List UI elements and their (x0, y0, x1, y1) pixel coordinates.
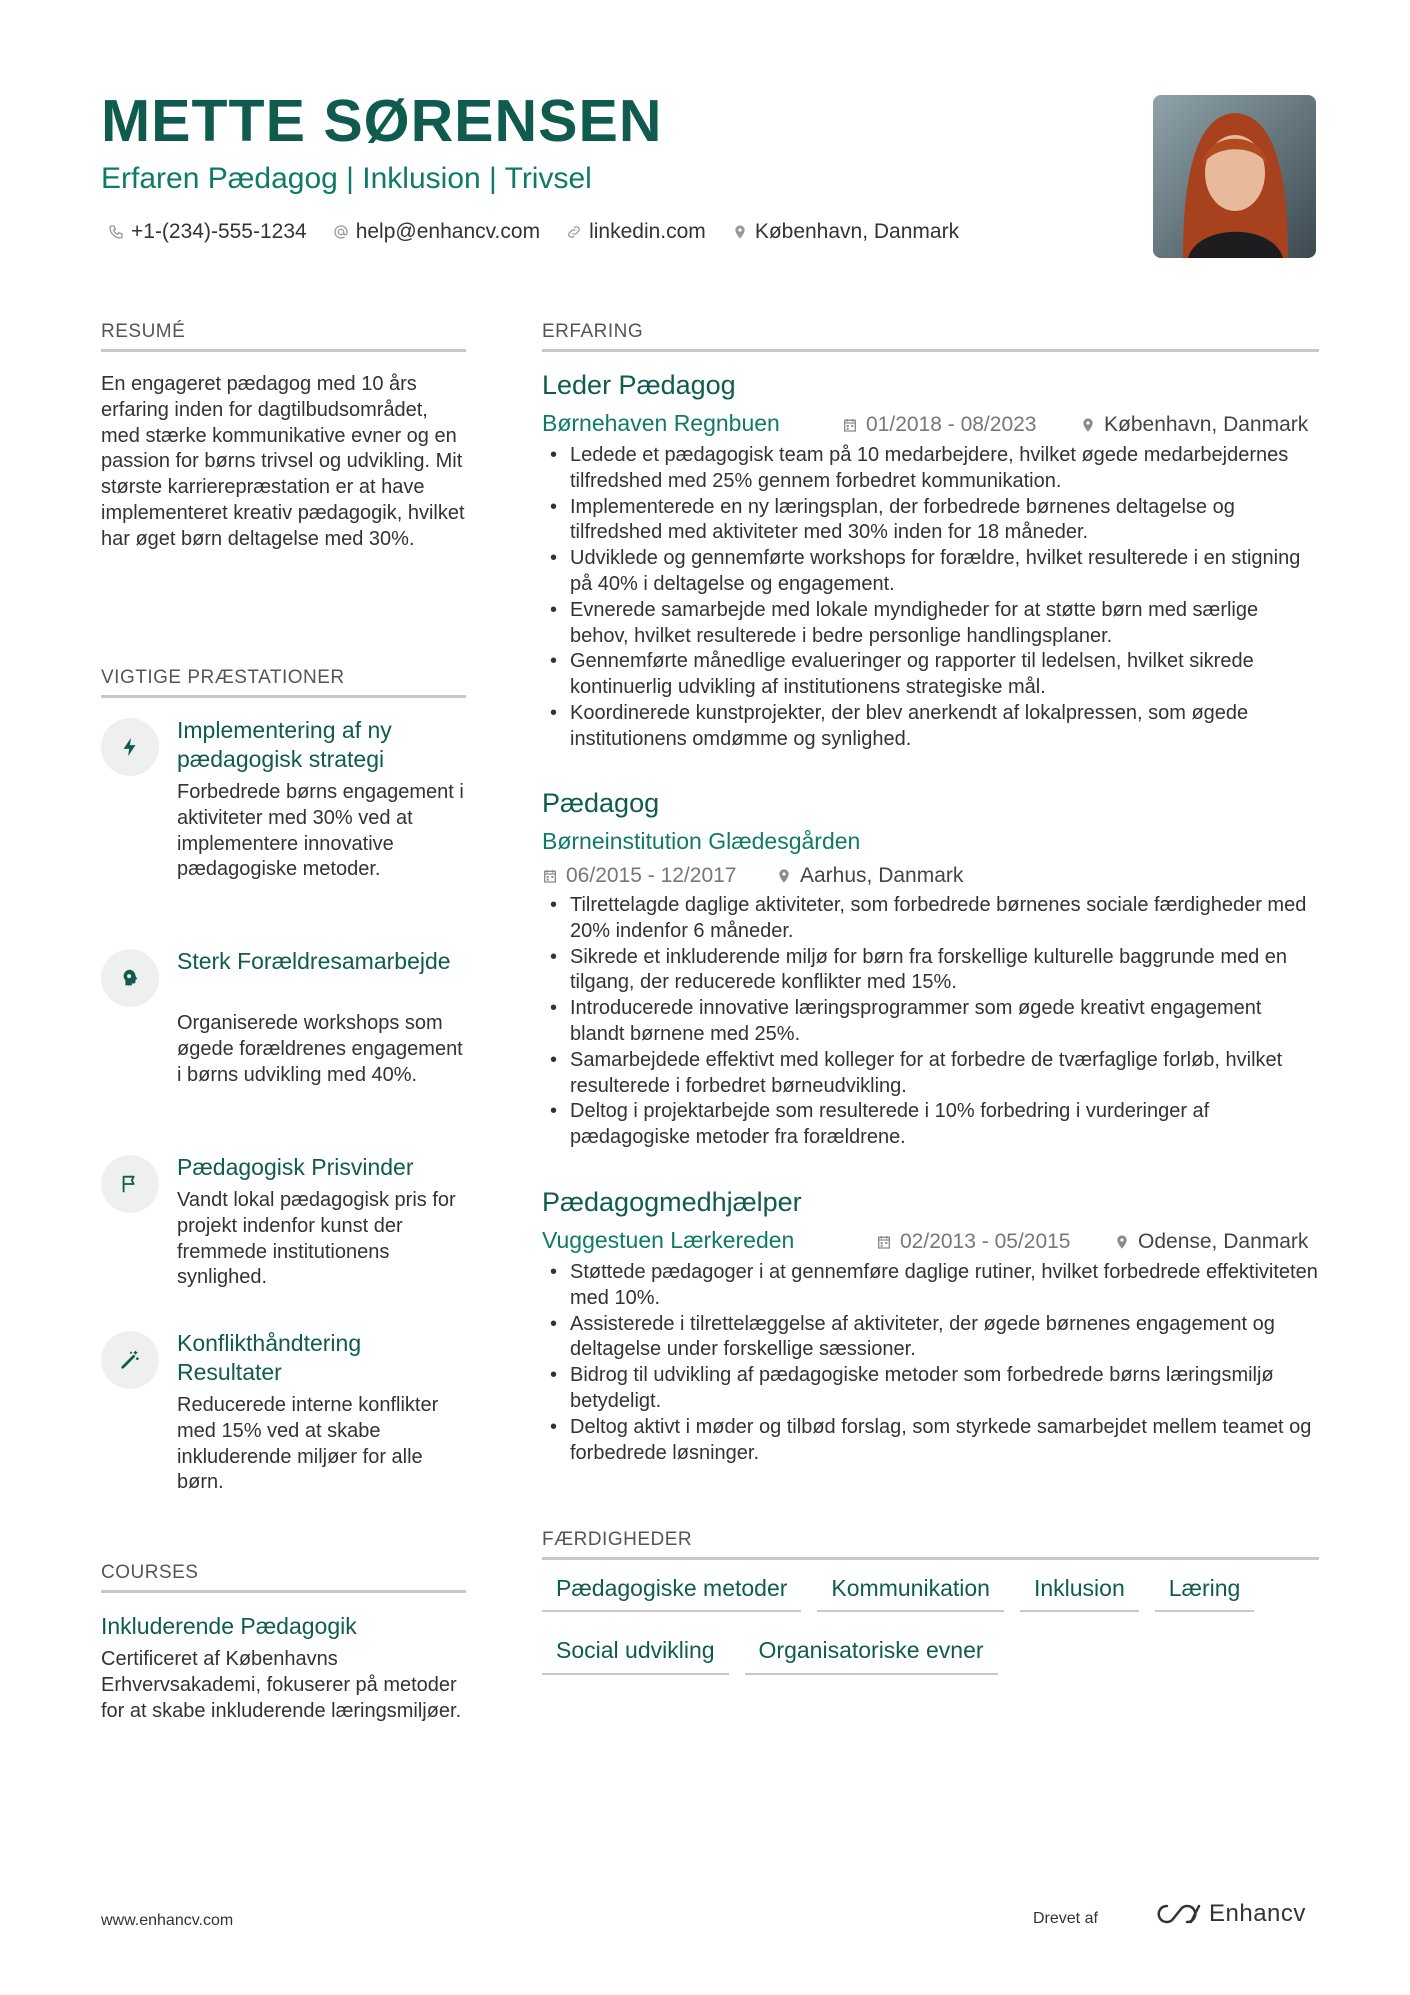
list-item: • Bidrog til udvikling af pædagogiske metoder som forbedrede børns læringsmiljø betydeligt. (550, 1363, 1320, 1415)
calendar-icon (842, 417, 858, 433)
calendar-icon (542, 868, 558, 884)
flag-icon (101, 1155, 159, 1213)
job-location-text: Aarhus, Danmark (800, 864, 964, 887)
course-desc: Certificeret af Københavns Erhvervsakademi, fokuserer på metoder for at skabe inkluderende læringsmiljøer. (101, 1648, 462, 1722)
phone-icon (108, 224, 124, 240)
job-location (1080, 414, 1308, 435)
achievement-title: Sterk Forældresamarbejde (177, 948, 451, 974)
contact-phone-text: +1-(234)-555-1234 (131, 220, 307, 243)
candidate-headline: Erfaren Pædagog | Inklusion | Trivsel (101, 162, 592, 195)
job-company: Børneinstitution Glædesgården (542, 828, 861, 854)
job-title: Pædagogmedhjælper (542, 1187, 802, 1217)
skill-tag: Læring (1155, 1572, 1255, 1612)
experience-heading: ERFARING (542, 321, 1319, 352)
courses-heading: COURSES (101, 1562, 466, 1593)
achievement-title: Pædagogisk Prisvinder (177, 1154, 414, 1180)
at-icon (333, 224, 349, 240)
profile-photo (1153, 95, 1316, 258)
achievement-desc: Vandt lokal pædagogisk pris for projekt indenfor kunst der fremmede institutionens synlighed. (177, 1189, 456, 1289)
contact-phone[interactable] (108, 220, 307, 244)
location-pin-icon (776, 868, 792, 884)
job-title: Pædagog (542, 788, 660, 818)
list-item: • Samarbejdede effektivt med kolleger for at forbedre de tværfaglige forløb, hvilket resulterede i forbedret børneudvikling. (550, 1048, 1320, 1100)
skill-tag: Organisatoriske evner (745, 1634, 998, 1674)
list-item: • Deltog aktivt i møder og tilbød forslag, som styrkede samarbejdet mellem teamet og forbedrede løsninger. (550, 1415, 1320, 1467)
enhancv-logo[interactable] (1153, 1900, 1306, 1928)
location-pin-icon (732, 224, 748, 240)
job-company: Børnehaven Regnbuen (542, 410, 780, 436)
list-item: • Introducerede innovative læringsprogrammer som øgede kreativt engagement blandt børnene med 25%. (550, 996, 1320, 1048)
contact-bar (108, 220, 959, 244)
lightning-icon (101, 718, 159, 776)
achievement-desc: Forbedrede børns engagement i aktiviteter med 30% ved at implementere innovative pædagogiske metoder. (177, 781, 464, 881)
achievement-title: Konflikthåndtering Resultater (177, 1330, 362, 1385)
job-bullets (550, 893, 1320, 1151)
calendar-icon (876, 1234, 892, 1250)
resume-text: En engageret pædagog med 10 års erfaring inden for dagtilbudsområdet, med stærke kommunikative evner og en passion for børns trivsel og udvikling. Mit største karrierepræstation er at have implementeret kreativ pædagogik, hvilket har øget børn deltagelse med 30%. (101, 373, 465, 550)
list-item: • Støttede pædagoger i at gennemføre daglige rutiner, hvilket forbedrede effektiviteten med 10%. (550, 1260, 1320, 1312)
job-title: Leder Pædagog (542, 370, 736, 400)
course-item (101, 1612, 466, 1724)
magic-wand-icon (101, 1331, 159, 1389)
candidate-name: METTE SØRENSEN (101, 88, 663, 154)
job-location-text: København, Danmark (1104, 413, 1309, 436)
link-icon (566, 224, 582, 240)
job-location (1114, 1231, 1308, 1252)
job-bullets (550, 443, 1320, 753)
contact-email[interactable] (333, 220, 540, 244)
enhancv-logo-icon (1153, 1902, 1201, 1926)
job-dates (876, 1231, 1070, 1252)
list-item: • Implementerede en ny læringsplan, der forbedrede børnenes deltagelse og tilfredshed med aktiviteter med 30% inden for 18 måneder. (550, 495, 1320, 547)
skills-heading: FÆRDIGHEDER (542, 1529, 1319, 1560)
job-dates-text: 02/2013 - 05/2015 (900, 1230, 1071, 1253)
contact-linkedin-text: linkedin.com (589, 220, 706, 243)
list-item: • Koordinerede kunstprojekter, der blev anerkendt af lokalpressen, som øgede institutionens omdømme og synlighed. (550, 701, 1320, 753)
list-item: • Assisterede i tilrettelæggelse af aktiviteter, der øgede børnenes engagement og deltagelse under forskellige sæssioner. (550, 1312, 1320, 1364)
location-pin-icon (1080, 417, 1096, 433)
job-bullets (550, 1260, 1320, 1466)
skill-tag: Pædagogiske metoder (542, 1572, 801, 1612)
contact-location (732, 220, 959, 244)
skill-tag: Inklusion (1020, 1572, 1139, 1612)
list-item: • Evnerede samarbejde med lokale myndigheder for at støtte børn med særlige behov, hvilket resulterede i bedre personlige handlingsplaner. (550, 598, 1320, 650)
list-item: • Gennemførte månedlige evalueringer og rapporter til ledelsen, hvilket sikrede kontinuerlig udvikling af institutionens strategiske mål. (550, 649, 1320, 701)
enhancv-logo-text: Enhancv (1209, 1900, 1306, 1927)
job-location (776, 865, 963, 886)
resume-heading: RESUMÉ (101, 321, 466, 352)
achievement-desc: Reducerede interne konflikter med 15% ved at skabe inkluderende miljøer for alle børn. (177, 1394, 439, 1494)
contact-email-text: help@enhancv.com (355, 220, 541, 243)
course-title: Inkluderende Pædagogik (101, 1613, 357, 1639)
list-item: • Udviklede og gennemførte workshops for forældre, hvilket resulterede i en stigning på 40% i deltagelse og engagement. (550, 546, 1320, 598)
list-item: • Ledede et pædagogisk team på 10 medarbejdere, hvilket øgede medarbejdernes tilfredshed med 25% gennem forbedret kommunikation. (550, 443, 1320, 495)
job-company: Vuggestuen Lærkereden (542, 1227, 795, 1253)
achievement-desc: Organiserede workshops som øgede forældrenes engagement i børns udvikling med 40%. (177, 1012, 463, 1086)
location-pin-icon (1114, 1234, 1130, 1250)
achievements-heading: VIGTIGE PRÆSTATIONER (101, 667, 466, 698)
list-item: • Deltog i projektarbejde som resulterede i 10% forbedring i vurderinger af pædagogiske metoder fra forældrene. (550, 1099, 1320, 1151)
head-brain-icon (101, 949, 159, 1007)
skills-list (542, 1572, 1322, 1675)
job-dates (542, 865, 736, 886)
job-dates (842, 414, 1036, 435)
contact-location-text: København, Danmark (754, 220, 960, 243)
list-item: • Tilrettelagde daglige aktiviteter, som forbedrede børnenes sociale færdigheder med 20% indenfor 6 måneder. (550, 893, 1320, 945)
skill-tag: Kommunikation (817, 1572, 1004, 1612)
achievement-title: Implementering af ny pædagogisk strategi (177, 717, 392, 772)
skill-tag: Social udvikling (542, 1634, 729, 1674)
contact-linkedin[interactable] (566, 220, 706, 244)
footer-url[interactable]: www.enhancv.com (101, 1912, 234, 1929)
job-location-text: Odense, Danmark (1138, 1230, 1309, 1253)
footer-powered-by: Drevet af (1033, 1910, 1098, 1927)
list-item: • Sikrede et inkluderende miljø for børn fra forskellige kulturelle baggrunde med en tilgang, der reducerede konflikter med 15%. (550, 945, 1320, 997)
job-dates-text: 01/2018 - 08/2023 (866, 413, 1037, 436)
job-dates-text: 06/2015 - 12/2017 (566, 864, 737, 887)
